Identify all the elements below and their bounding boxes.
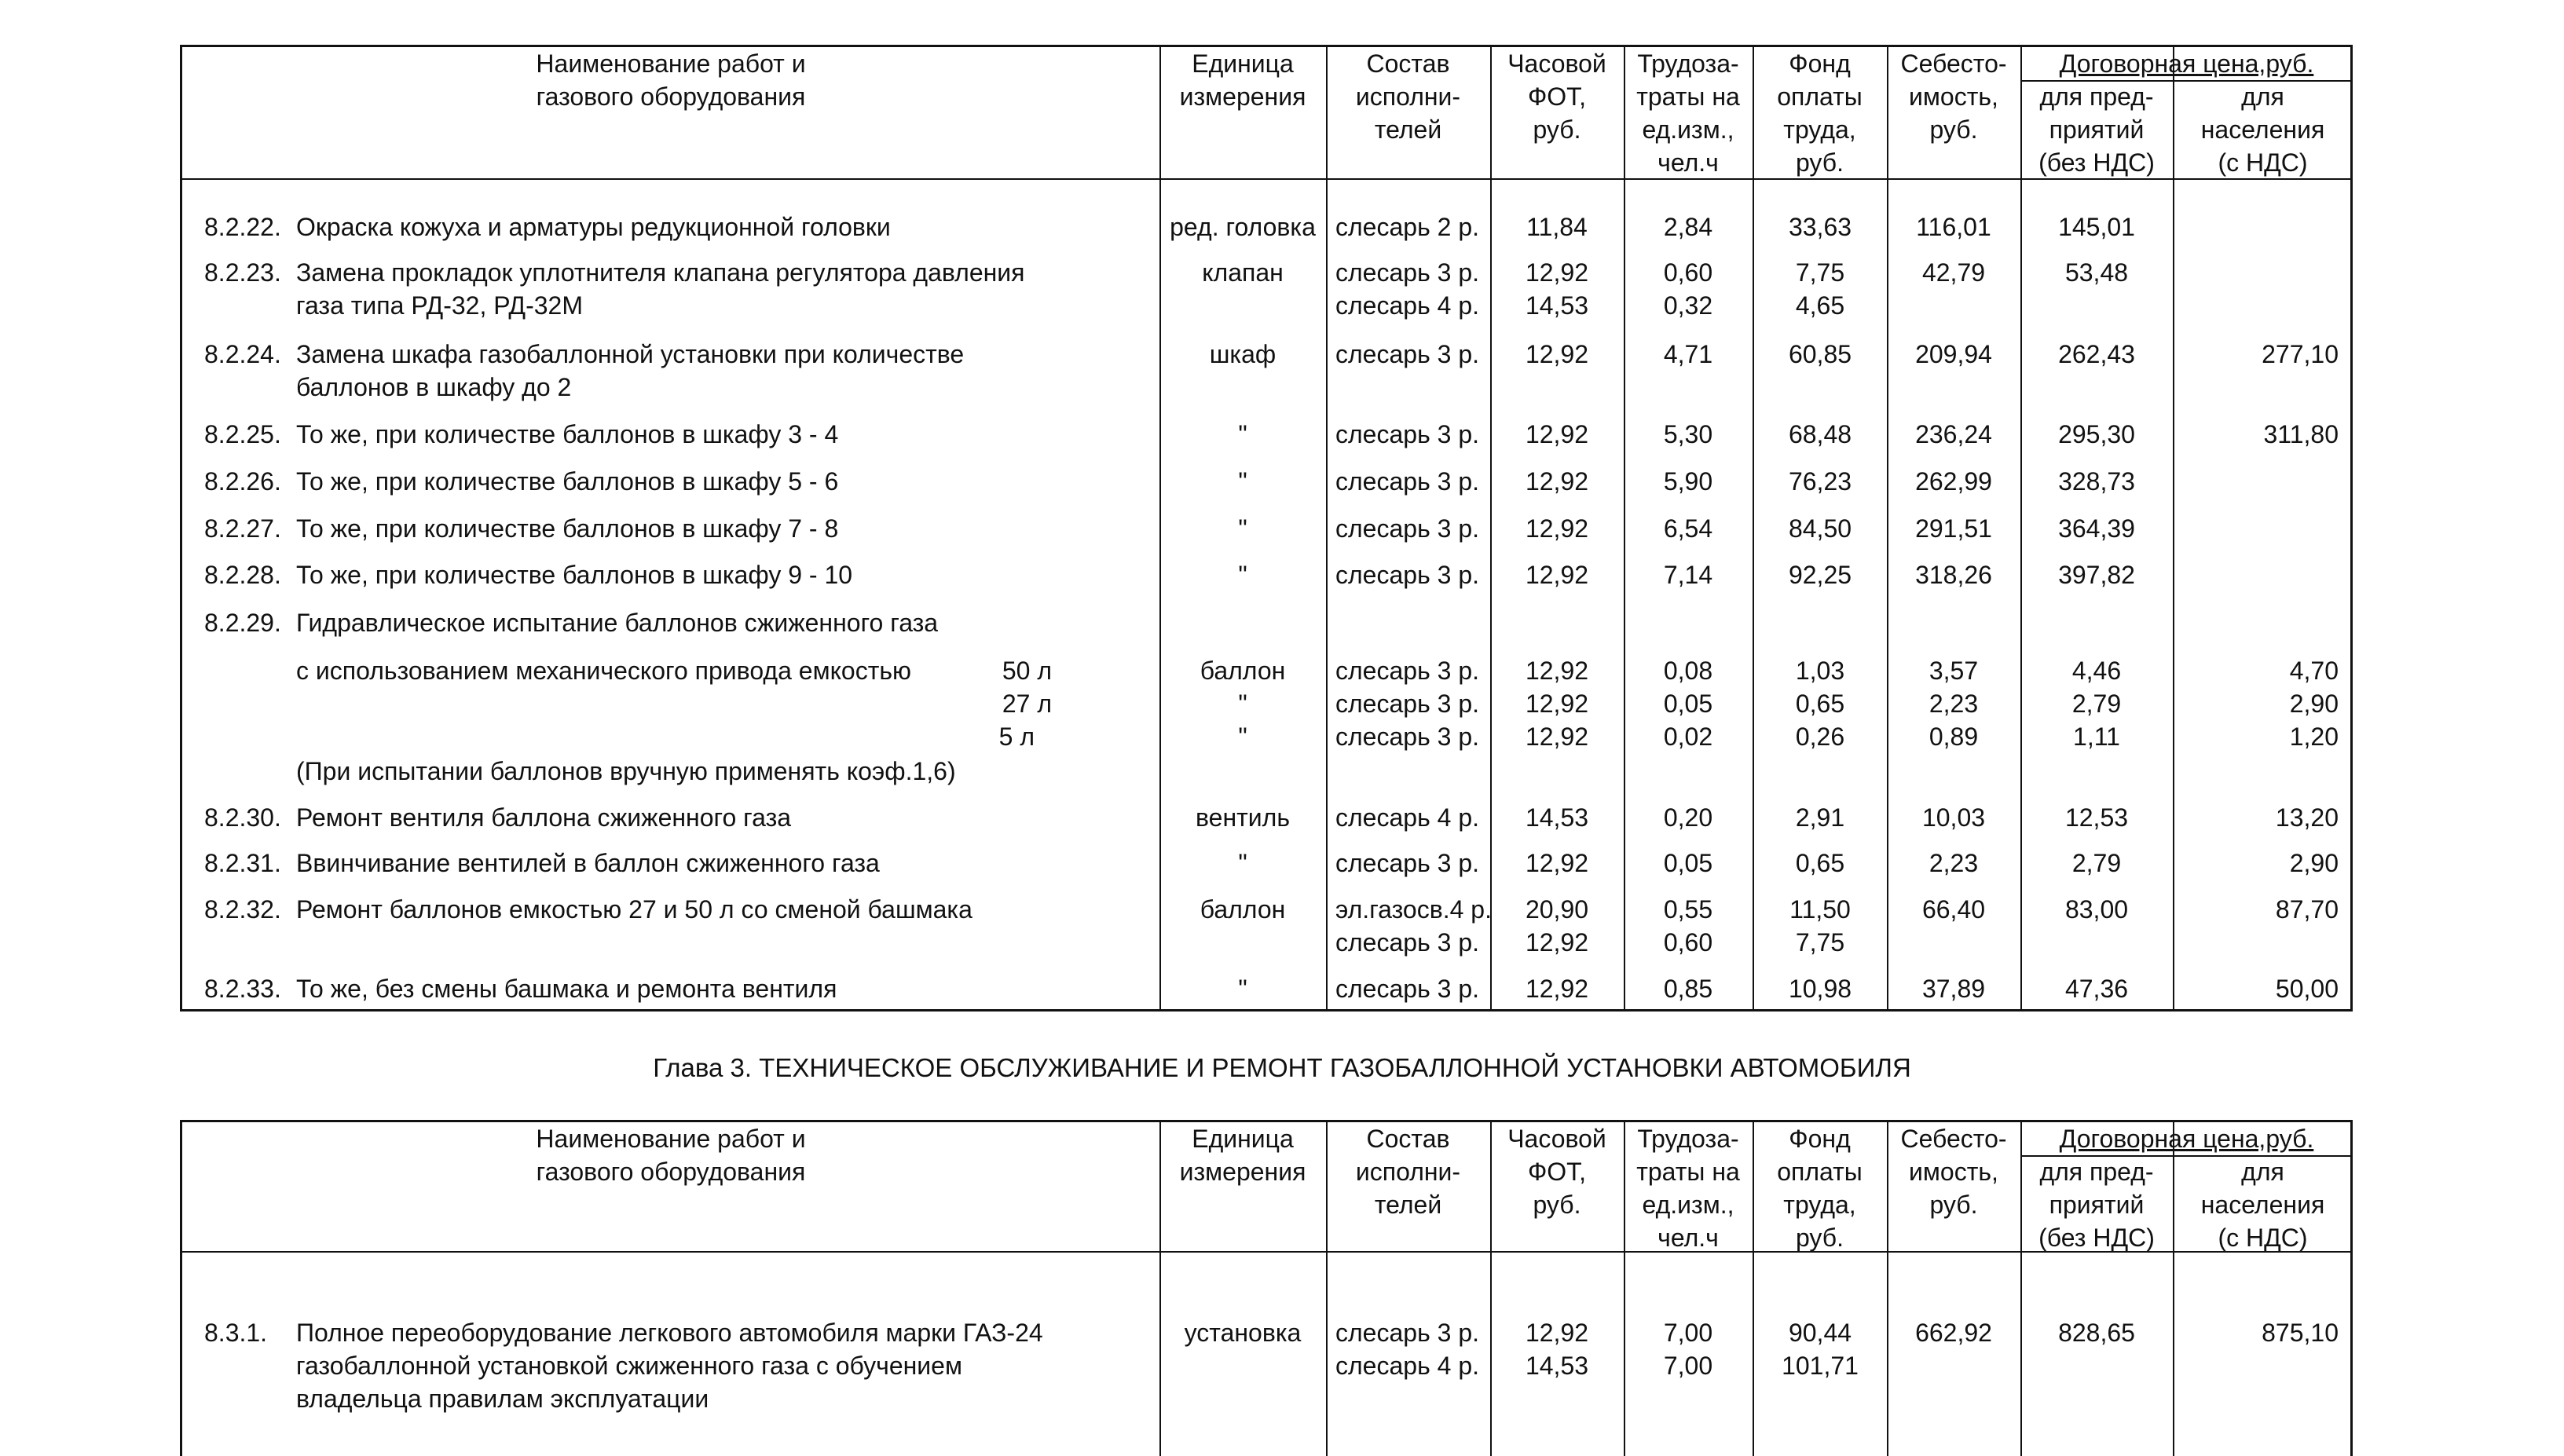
row-code: 8.2.29.: [204, 609, 281, 637]
row-code: 8.2.28.: [204, 561, 281, 589]
row-unit: ": [1238, 561, 1247, 589]
column-divider: [1326, 47, 1328, 1009]
row-description: баллонов в шкафу до 2: [296, 373, 572, 401]
row-cost: 66,40: [1921, 895, 1986, 924]
row-description: газобаллонной установкой сжиженного газа с обучением: [296, 1352, 962, 1380]
row-price-enterprise: 2,79: [2071, 849, 2122, 877]
row-labor: 0,32: [1663, 291, 1713, 320]
row-labor: 0,20: [1663, 803, 1713, 832]
row-unit: ": [1238, 849, 1247, 877]
row-unit: установка: [1184, 1319, 1302, 1347]
row-price-population: 13,20: [2275, 803, 2339, 832]
row-description: Окраска кожуха и арматуры редукционной головки: [296, 213, 891, 241]
row-code: 8.2.30.: [204, 803, 281, 832]
row-cost: 10,03: [1921, 803, 1986, 832]
row-unit: ": [1238, 467, 1247, 496]
row-labor: 0,60: [1663, 928, 1713, 957]
row-wage-fund: 90,44: [1788, 1319, 1852, 1347]
row-wage-fund: 4,65: [1795, 291, 1845, 320]
row-labor: 7,14: [1663, 561, 1713, 589]
column-divider: [1887, 47, 1888, 1009]
row-price-enterprise: 47,36: [2064, 975, 2129, 1003]
header-staff: Состав исполни- телей: [1355, 1125, 1461, 1219]
row-cost: 662,92: [1915, 1319, 1992, 1347]
row-cost: 209,94: [1915, 340, 1992, 368]
row-labor: 5,30: [1663, 420, 1713, 448]
row-code: 8.2.24.: [204, 340, 281, 368]
row-labor: 0,02: [1663, 723, 1713, 751]
row-price-enterprise: 1,11: [2073, 723, 2120, 751]
row-staff: слесарь 3 р.: [1335, 420, 1479, 448]
row-cost: 0,89: [1928, 723, 1979, 751]
row-staff: слесарь 3 р.: [1335, 723, 1479, 751]
row-cost: 2,23: [1928, 849, 1979, 877]
row-price-enterprise: 364,39: [2058, 514, 2135, 543]
header-labor: Трудоза- траты на ед.изм., чел.ч: [1636, 1125, 1740, 1252]
row-description: Замена прокладок уплотнителя клапана регулятора давления: [296, 258, 1025, 287]
column-divider: [1159, 47, 1161, 1009]
row-labor: 7,00: [1663, 1319, 1713, 1347]
row-price-enterprise: 2,79: [2071, 690, 2122, 718]
row-wage-fund: 84,50: [1788, 514, 1852, 543]
row-price-enterprise: 828,65: [2058, 1319, 2135, 1347]
row-wage-fund: 0,65: [1795, 849, 1845, 877]
row-hourly-rate: 12,92: [1525, 849, 1589, 877]
row-staff: слесарь 3 р.: [1335, 690, 1479, 718]
header-labor: Трудоза- траты на ед.изм., чел.ч: [1636, 49, 1740, 177]
header-hourly: Часовой ФОТ, руб.: [1507, 49, 1606, 144]
row-cost: 236,24: [1915, 420, 1992, 448]
row-hourly-rate: 14,53: [1525, 803, 1589, 832]
row-staff: слесарь 4 р.: [1335, 1352, 1479, 1380]
row-unit: баллон: [1200, 895, 1286, 924]
row-staff: слесарь 4 р.: [1335, 803, 1479, 832]
row-description: То же, при количестве баллонов в шкафу 5 - 6: [296, 467, 839, 496]
row-description: с использованием механического привода емкостью: [296, 657, 912, 685]
column-divider: [1490, 47, 1492, 1009]
price-table-8-3: [180, 1120, 2353, 1456]
row-description: То же, при количестве баллонов в шкафу 7 - 8: [296, 514, 839, 543]
header-price-group: Договорная цена,руб.: [2059, 49, 2314, 78]
row-unit: ": [1238, 723, 1247, 751]
header-cost: Себесто- имость, руб.: [1900, 49, 2007, 144]
row-staff: слесарь 3 р.: [1335, 975, 1479, 1003]
row-labor: 0,08: [1663, 657, 1713, 685]
row-hourly-rate: 12,92: [1525, 561, 1589, 589]
header-unit: Единица измерения: [1179, 49, 1306, 111]
row-wage-fund: 2,91: [1795, 803, 1845, 832]
row-wage-fund: 101,71: [1782, 1352, 1859, 1380]
row-description: То же, при количестве баллонов в шкафу 9 - 10: [296, 561, 853, 589]
row-unit: ред. головка: [1170, 213, 1316, 241]
row-price-enterprise: 12,53: [2064, 803, 2129, 832]
row-hourly-rate: 12,92: [1525, 1319, 1589, 1347]
row-wage-fund: 10,98: [1788, 975, 1852, 1003]
row-code: 8.3.1.: [204, 1319, 268, 1347]
row-cost: 262,99: [1915, 467, 1992, 496]
row-code: 8.2.31.: [204, 849, 281, 877]
row-labor: 0,05: [1663, 849, 1713, 877]
row-labor: 5,90: [1663, 467, 1713, 496]
row-unit: ": [1238, 514, 1247, 543]
row-staff: слесарь 3 р.: [1335, 1319, 1479, 1347]
row-wage-fund: 68,48: [1788, 420, 1852, 448]
row-staff: слесарь 3 р.: [1335, 467, 1479, 496]
row-hourly-rate: 12,92: [1525, 467, 1589, 496]
row-price-enterprise: 328,73: [2058, 467, 2135, 496]
row-unit: клапан: [1202, 258, 1284, 287]
row-wage-fund: 92,25: [1788, 561, 1852, 589]
row-description: То же, без смены башмака и ремонта вентиля: [296, 975, 837, 1003]
row-price-population: 1,20: [2289, 723, 2339, 751]
row-staff: слесарь 3 р.: [1335, 849, 1479, 877]
row-price-population: 277,10: [2262, 340, 2339, 368]
row-price-enterprise: 145,01: [2058, 213, 2135, 241]
row-cost: 42,79: [1921, 258, 1986, 287]
row-staff: слесарь 3 р.: [1335, 561, 1479, 589]
capacity-label: 5 л: [998, 723, 1035, 751]
header-price-enterprise: для пред- приятий (без НДС): [2038, 82, 2155, 177]
row-hourly-rate: 12,92: [1525, 420, 1589, 448]
row-cost: 318,26: [1915, 561, 1992, 589]
row-wage-fund: 1,03: [1795, 657, 1845, 685]
row-code: 8.2.23.: [204, 258, 281, 287]
row-price-population: 87,70: [2275, 895, 2339, 924]
row-labor: 0,85: [1663, 975, 1713, 1003]
row-labor: 2,84: [1663, 213, 1713, 241]
row-cost: 2,23: [1928, 690, 1979, 718]
row-cost: 3,57: [1928, 657, 1979, 685]
row-hourly-rate: 20,90: [1525, 895, 1589, 924]
header-name: Наименование работ и газового оборудования: [536, 49, 806, 111]
row-hourly-rate: 12,92: [1525, 975, 1589, 1003]
row-price-enterprise: 262,43: [2058, 340, 2135, 368]
row-price-population: 311,80: [2263, 420, 2339, 448]
row-description: Гидравлическое испытание баллонов сжиженного газа: [296, 609, 939, 637]
header-unit: Единица измерения: [1179, 1125, 1306, 1186]
row-hourly-rate: 12,92: [1525, 657, 1589, 685]
price-table-8-2: [180, 45, 2353, 1012]
row-description: газа типа РД-32, РД-32М: [296, 291, 583, 320]
row-unit: баллон: [1200, 657, 1286, 685]
row-price-population: 2,90: [2289, 690, 2339, 718]
row-price-enterprise: 4,46: [2071, 657, 2122, 685]
header-hourly: Часовой ФОТ, руб.: [1507, 1125, 1606, 1219]
row-staff: слесарь 4 р.: [1335, 291, 1479, 320]
row-description: Ремонт баллонов емкостью 27 и 50 л со сменой башмака: [296, 895, 972, 924]
row-price-enterprise: 295,30: [2058, 420, 2135, 448]
row-labor: 7,00: [1663, 1352, 1713, 1380]
row-code: 8.2.33.: [204, 975, 281, 1003]
row-wage-fund: 33,63: [1788, 213, 1852, 241]
row-price-population: 875,10: [2262, 1319, 2339, 1347]
header-price-group: Договорная цена,руб.: [2059, 1125, 2314, 1153]
row-description: Ремонт вентиля баллона сжиженного газа: [296, 803, 792, 832]
row-code: 8.2.26.: [204, 467, 281, 496]
row-price-enterprise: 83,00: [2064, 895, 2129, 924]
row-hourly-rate: 12,92: [1525, 514, 1589, 543]
row-cost: 116,01: [1916, 213, 1991, 241]
capacity-label: 27 л: [1002, 690, 1052, 718]
row-cost: 291,51: [1915, 514, 1992, 543]
row-wage-fund: 60,85: [1788, 340, 1852, 368]
row-code: 8.2.25.: [204, 420, 281, 448]
row-staff: слесарь 3 р.: [1335, 340, 1479, 368]
row-description: Замена шкафа газобаллонной установки при количестве: [296, 340, 965, 368]
row-cost: 37,89: [1921, 975, 1986, 1003]
row-description: Полное переоборудование легкового автомобиля марки ГАЗ-24: [296, 1319, 1043, 1347]
row-wage-fund: 11,50: [1789, 895, 1851, 924]
row-code: 8.2.32.: [204, 895, 281, 924]
row-wage-fund: 0,26: [1795, 723, 1845, 751]
header-staff: Состав исполни- телей: [1355, 49, 1461, 144]
row-code: 8.2.22.: [204, 213, 281, 241]
row-unit: ": [1238, 690, 1247, 718]
row-wage-fund: 7,75: [1795, 928, 1845, 957]
row-hourly-rate: 12,92: [1525, 258, 1589, 287]
header-name: Наименование работ и газового оборудования: [536, 1125, 806, 1186]
row-price-population: 4,70: [2289, 657, 2339, 685]
row-wage-fund: 0,65: [1795, 690, 1845, 718]
row-staff: слесарь 3 р.: [1335, 928, 1479, 957]
row-labor: 0,60: [1663, 258, 1713, 287]
row-unit: шкаф: [1209, 340, 1277, 368]
row-hourly-rate: 12,92: [1525, 723, 1589, 751]
row-labor: 6,54: [1663, 514, 1713, 543]
header-price-enterprise: для пред- приятий (без НДС): [2038, 1158, 2155, 1252]
header-fund: Фонд оплаты труда, руб.: [1777, 49, 1863, 177]
row-description: Ввинчивание вентилей в баллон сжиженного газа: [296, 849, 880, 877]
chapter-title: Глава 3. ТЕХНИЧЕСКОЕ ОБСЛУЖИВАНИЕ И РЕМОНТ ГАЗОБАЛЛОННОЙ УСТАНОВКИ АВТОМОБИЛЯ: [653, 1053, 1911, 1082]
row-hourly-rate: 14,53: [1525, 1352, 1589, 1380]
row-hourly-rate: 11,84: [1526, 213, 1588, 241]
header-cost: Себесто- имость, руб.: [1900, 1125, 2007, 1219]
row-unit: ": [1238, 975, 1247, 1003]
row-price-enterprise: 397,82: [2058, 561, 2135, 589]
row-hourly-rate: 12,92: [1525, 340, 1589, 368]
column-divider: [2020, 47, 2022, 1009]
row-hourly-rate: 14,53: [1525, 291, 1589, 320]
row-labor: 0,05: [1663, 690, 1713, 718]
header-price-population: для населения (с НДС): [2200, 82, 2325, 177]
header-price-population: для населения (с НДС): [2200, 1158, 2325, 1252]
row-labor: 0,55: [1663, 895, 1713, 924]
column-divider: [2173, 47, 2174, 1009]
row-wage-fund: 7,75: [1795, 258, 1845, 287]
row-price-population: 50,00: [2275, 975, 2339, 1003]
row-wage-fund: 76,23: [1788, 467, 1852, 496]
row-description: владельца правилам эксплуатации: [296, 1385, 709, 1413]
row-code: 8.2.27.: [204, 514, 281, 543]
row-staff: слесарь 2 р.: [1335, 213, 1479, 241]
row-note: (При испытании баллонов вручную применять коэф.1,6): [296, 757, 956, 785]
row-description: То же, при количестве баллонов в шкафу 3 - 4: [296, 420, 839, 448]
row-hourly-rate: 12,92: [1525, 928, 1589, 957]
row-labor: 4,71: [1663, 340, 1713, 368]
capacity-label: 50 л: [1002, 657, 1052, 685]
row-unit: ": [1238, 420, 1247, 448]
row-price-population: 2,90: [2289, 849, 2339, 877]
row-staff: эл.газосв.4 р.: [1335, 895, 1492, 924]
row-staff: слесарь 3 р.: [1335, 657, 1479, 685]
header-fund: Фонд оплаты труда, руб.: [1777, 1125, 1863, 1252]
row-unit: вентиль: [1196, 803, 1290, 832]
row-hourly-rate: 12,92: [1525, 690, 1589, 718]
column-divider: [1753, 47, 1754, 1009]
row-staff: слесарь 3 р.: [1335, 258, 1479, 287]
row-price-enterprise: 53,48: [2064, 258, 2129, 287]
row-staff: слесарь 3 р.: [1335, 514, 1479, 543]
